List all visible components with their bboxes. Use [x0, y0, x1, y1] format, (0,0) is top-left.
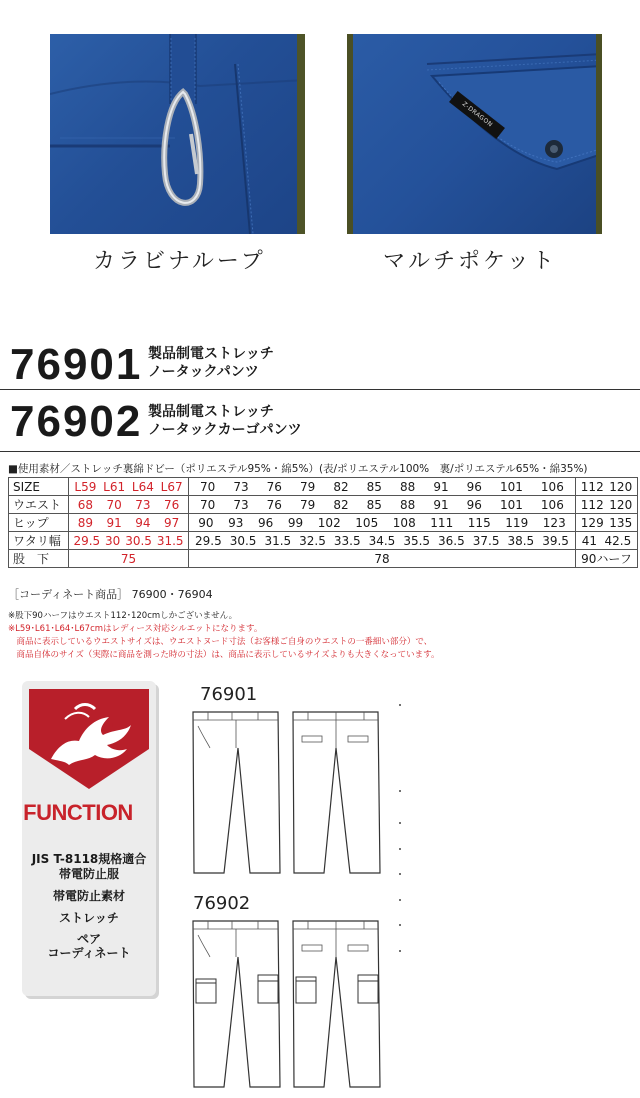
size-value: 36.5 — [438, 533, 465, 548]
size-value: 30.5 — [229, 533, 257, 548]
divider — [0, 451, 640, 452]
size-table — [8, 477, 638, 568]
dragon-emblem-icon — [29, 689, 149, 789]
size-value: 29.5 — [73, 533, 101, 548]
size-value: 70 — [200, 479, 216, 494]
size-value: 68 — [77, 497, 94, 512]
size-value: 94 — [135, 515, 151, 530]
size-value: 82 — [333, 479, 349, 494]
function-item: JIS T-8118規格適合 — [31, 852, 147, 866]
size-value: 34.5 — [368, 533, 396, 548]
size-value: 105 — [355, 515, 379, 530]
size-value: 29.5 — [195, 533, 222, 548]
size-row-label: ウエスト — [9, 496, 69, 514]
size-value: 135 — [609, 515, 633, 530]
mens-sizes — [189, 532, 576, 550]
size-value: 91 — [106, 515, 122, 530]
model-name-line2: ノータックカーゴパンツ — [148, 422, 302, 438]
size-value: L67 — [160, 479, 183, 494]
inseam-row — [9, 550, 638, 568]
ladies-sizes — [69, 532, 189, 550]
carabiner-loop-illustration — [50, 34, 305, 234]
size-row — [9, 514, 638, 532]
size-value: 79 — [300, 497, 316, 512]
size-value: 115 — [467, 515, 491, 530]
pants-diagram-76902 — [188, 917, 388, 1092]
size-value: 73 — [135, 497, 151, 512]
diagram-label-76901: 76901 — [200, 684, 258, 705]
size-value: 38.5 — [507, 533, 535, 548]
size-value: 96 — [466, 479, 482, 494]
mens-sizes — [189, 514, 576, 532]
multi-pocket-photo — [347, 34, 602, 234]
multi-pocket-illustration — [347, 34, 602, 234]
size-value: 76 — [163, 497, 180, 512]
large-sizes — [576, 532, 638, 550]
note-line: 商品に表示しているウエストサイズは、ウエストヌード寸法（お客様ご自身のウエストの一番細い部分）で、 — [8, 637, 433, 647]
size-value: 101 — [499, 479, 523, 494]
size-value: 106 — [540, 479, 564, 494]
size-value: 30 — [105, 533, 121, 548]
size-value: 101 — [499, 497, 523, 512]
large-sizes — [576, 478, 638, 496]
size-value: 112 — [580, 479, 604, 494]
size-value: L64 — [131, 479, 154, 494]
size-value: 129 — [580, 515, 604, 530]
size-value: 31.5 — [264, 533, 292, 548]
size-value: 30.5 — [125, 533, 152, 548]
size-value: 70 — [200, 497, 216, 512]
size-value: 79 — [300, 479, 316, 494]
size-value: 73 — [233, 479, 249, 494]
size-value: 111 — [430, 515, 454, 530]
mens-sizes — [189, 496, 576, 514]
ladies-sizes — [69, 496, 189, 514]
size-value: L61 — [103, 479, 126, 494]
size-value: 99 — [287, 515, 304, 530]
size-value: 42.5 — [604, 533, 632, 548]
size-value: 88 — [399, 497, 416, 512]
size-value: 120 — [609, 497, 633, 512]
size-value: 31.5 — [156, 533, 184, 548]
inseam-large: 90ハーフ — [576, 550, 638, 568]
size-row-label: ワタリ幅 — [9, 532, 69, 550]
ladies-sizes — [69, 478, 189, 496]
size-value: 108 — [392, 515, 416, 530]
function-item: 帯電防止服 — [58, 867, 119, 881]
inseam-mens: 78 — [189, 550, 576, 568]
model-number-76901: 76901 — [10, 340, 143, 389]
size-value: 33.5 — [333, 533, 361, 548]
size-value: 90 — [198, 515, 214, 530]
size-value: 88 — [399, 479, 416, 494]
size-value: 97 — [163, 515, 180, 530]
materials-text: ■使用素材／ストレッチ裏綿ドビー（ポリエステル95%・綿5%）(表/ポリエステル100% 裏/ポリエステル65%・綿35%) — [8, 463, 588, 475]
size-value: 93 — [228, 515, 244, 530]
carabiner-loop-photo — [50, 34, 305, 234]
size-value: 102 — [317, 515, 341, 530]
function-item: ペア — [76, 932, 101, 946]
diagram-label-76902: 76902 — [193, 893, 251, 914]
coordinate-products: ［コーディネート商品］ 76900・76904 — [8, 588, 213, 601]
function-item: コーディネート — [47, 946, 131, 960]
mens-sizes — [189, 478, 576, 496]
size-value: 123 — [542, 515, 566, 530]
ladies-sizes — [69, 514, 189, 532]
size-value: 120 — [609, 479, 633, 494]
size-notes — [8, 610, 439, 662]
size-value: 112 — [580, 497, 604, 512]
inseam-label: 股 下 — [9, 550, 69, 568]
model-number-76902: 76902 — [10, 397, 143, 446]
large-sizes — [576, 514, 638, 532]
size-value: 35.5 — [403, 533, 431, 548]
size-value: 76 — [266, 479, 282, 494]
size-value: 91 — [433, 479, 449, 494]
function-item: ストレッチ — [59, 911, 119, 925]
size-value: 39.5 — [542, 533, 569, 548]
size-value: 119 — [505, 515, 529, 530]
size-value: 106 — [540, 497, 564, 512]
model-name-line2: ノータックパンツ — [148, 364, 259, 380]
size-value: L59 — [74, 479, 97, 494]
model-name-line1: 製品制電ストレッチ — [148, 346, 274, 362]
size-value: 91 — [433, 497, 449, 512]
inseam-ladies: 75 — [69, 550, 189, 568]
divider — [0, 389, 640, 390]
size-value: 85 — [366, 497, 382, 512]
carabiner-loop-caption: カラビナループ — [93, 249, 266, 274]
size-row — [9, 496, 638, 514]
note-line: 商品自体のサイズ（実際に商品を測った時の寸法）は、商品に表示しているサイズよりも大きくなっています。 — [8, 650, 440, 660]
note-line: ※股下90ハーフはウエスト112･120cmしかございません。 — [8, 611, 238, 621]
pants-diagram-76901 — [188, 708, 388, 878]
size-value: 76 — [266, 497, 282, 512]
size-value: 96 — [258, 515, 274, 530]
function-item: 帯電防止素材 — [52, 889, 125, 903]
size-value: 73 — [233, 497, 249, 512]
size-row-label: ヒップ — [9, 514, 69, 532]
brand-tag: Z-DRAGON — [449, 91, 505, 139]
large-sizes — [576, 496, 638, 514]
size-value: 96 — [466, 497, 482, 512]
size-value: 70 — [106, 497, 122, 512]
note-line: ※L59･L61･L64･L67cmはレディース対応シルエットになります。 — [8, 624, 263, 634]
size-value: 41 — [581, 533, 598, 548]
multi-pocket-caption: マルチポケット — [383, 249, 557, 274]
size-row — [9, 478, 638, 496]
size-value: 89 — [77, 515, 94, 530]
function-title: FUNCTION — [23, 800, 133, 825]
size-value: 82 — [333, 497, 349, 512]
size-row-label: SIZE — [9, 478, 69, 496]
model-name-line1: 製品制電ストレッチ — [148, 404, 274, 420]
size-value: 85 — [366, 479, 382, 494]
size-value: 32.5 — [299, 533, 326, 548]
size-value: 37.5 — [472, 533, 500, 548]
size-row — [9, 532, 638, 550]
